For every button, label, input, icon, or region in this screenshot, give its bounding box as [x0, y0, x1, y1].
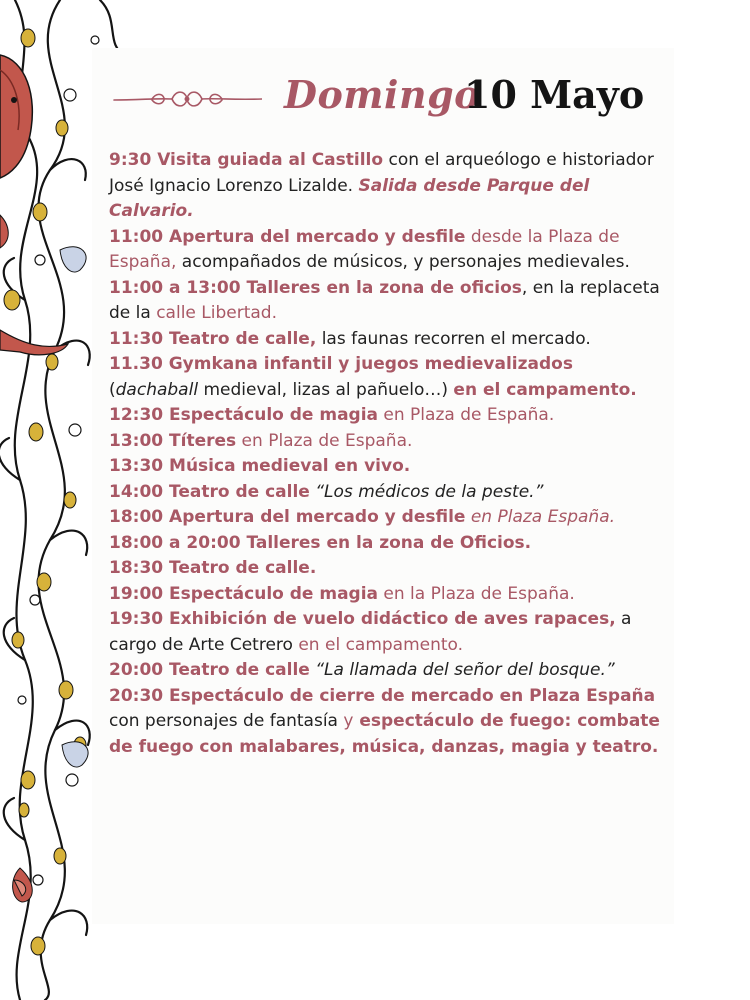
schedule-entry	[109, 429, 664, 455]
entry-time-title: 18:00 Apertura del mercado y desfile	[109, 507, 466, 527]
schedule-entry	[109, 454, 664, 480]
entry-time-title: 19:30 Exhibición de vuelo didáctico de aves rapaces,	[109, 609, 616, 629]
entry-time-title: 14:00 Teatro de calle	[109, 481, 310, 502]
entry-text: dachaball	[115, 379, 199, 400]
schedule-entry	[109, 684, 664, 761]
entry-time-title: 11:00 Apertura del mercado y desfile	[109, 226, 466, 247]
entry-text: en Plaza España.	[465, 507, 616, 527]
entry-text: medieval, lizas al pañuelo…)	[198, 379, 454, 400]
schedule-list	[109, 148, 664, 760]
schedule-entry	[109, 352, 664, 403]
entry-time-title: 13:00 Títeres	[109, 430, 237, 451]
schedule-entry	[109, 148, 664, 225]
schedule-entry	[109, 582, 664, 608]
entry-text: con el arqueólogo e historiador José Ignacio Lorenzo Lizalde.	[109, 150, 654, 196]
entry-time-title: 11.30 Gymkana infantil y juegos medievalizados	[109, 354, 573, 374]
entry-time-title: 13:30 Música medieval en vivo.	[109, 456, 411, 476]
heading-date: 10 Mayo	[464, 72, 645, 117]
entry-time-title: 20:30 Espectáculo de cierre de mercado en Plaza España	[109, 685, 656, 706]
schedule-entry	[109, 531, 664, 557]
entry-text: calle Libertad.	[156, 303, 277, 323]
schedule-entry	[109, 607, 664, 658]
entry-text: en Plaza de España.	[236, 430, 413, 451]
entry-time-title: 18:30 Teatro de calle.	[109, 558, 317, 578]
entry-text: en el campamento.	[453, 379, 637, 400]
schedule-entry	[109, 505, 664, 531]
heading-day: Domingo	[284, 72, 480, 117]
schedule-entry	[109, 403, 664, 429]
entry-text: desde la Plaza de España,	[109, 226, 620, 272]
entry-time-title: 19:00 Espectáculo de magia	[109, 583, 379, 604]
schedule-entry	[109, 276, 664, 327]
entry-text: en el campamento.	[292, 634, 464, 655]
entry-time-title: 12:30 Espectáculo de magia	[109, 405, 379, 425]
entry-time-title: 18:00 a 20:00 Talleres en la zona de Oficios.	[109, 532, 532, 553]
entry-time-title: 9:30 Visita guiada al Castillo	[109, 150, 384, 170]
entry-text: con personajes de fantasía	[109, 711, 344, 731]
entry-time-title: 20:00 Teatro de calle	[109, 660, 310, 680]
entry-text: , en la replaceta de la	[109, 277, 660, 323]
entry-time-title: 11:30 Teatro de calle,	[109, 328, 317, 349]
entry-text: “Los médicos de la peste.”	[309, 481, 544, 502]
schedule-entry	[109, 480, 664, 506]
entry-text: en la Plaza de España.	[378, 583, 575, 604]
entry-text: acompañados de músicos, y personajes medievales.	[176, 252, 630, 272]
entry-time-title: 11:00 a 13:00 Talleres en la zona de oficios	[109, 277, 522, 298]
entry-text: y	[343, 711, 354, 731]
schedule-entry	[109, 556, 664, 582]
entry-text: (	[109, 379, 116, 400]
entry-text: en Plaza de España.	[378, 405, 555, 425]
entry-text: a cargo de Arte Cetrero	[109, 609, 632, 655]
page-heading	[112, 72, 652, 132]
entry-text: las faunas recorren el mercado.	[316, 328, 591, 349]
schedule-entry	[109, 225, 664, 276]
schedule-entry	[109, 327, 664, 353]
schedule-entry	[109, 658, 664, 684]
entry-text: espectáculo de fuego: combate de fuego con malabares, música, danzas, magia y teatro.	[109, 711, 660, 757]
entry-text: “La llamada del señor del bosque.”	[309, 660, 615, 680]
entry-text: Salida desde Parque del Calvario.	[109, 175, 590, 221]
ornamental-flourish-icon	[112, 86, 262, 112]
